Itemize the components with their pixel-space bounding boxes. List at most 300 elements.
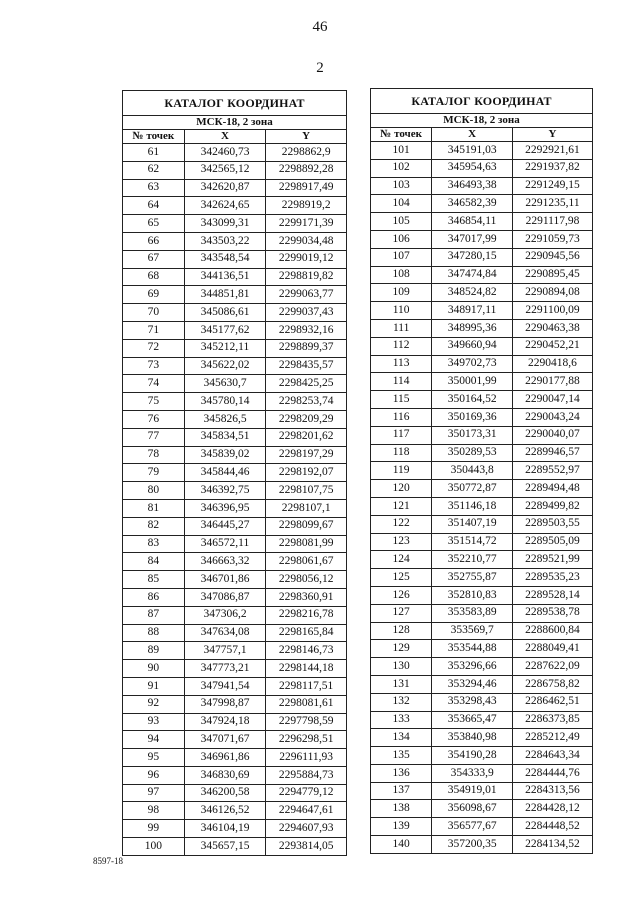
- cell-x: 353544,88: [432, 640, 513, 658]
- cell-x: 342624,65: [184, 197, 266, 215]
- cell-point-number: 113: [371, 355, 432, 373]
- cell-y: 2289521,99: [512, 551, 592, 569]
- cell-x: 345844,46: [184, 464, 266, 482]
- table-row: [123, 339, 347, 357]
- cell-y: 2289505,09: [512, 533, 592, 551]
- page-number: 46: [312, 19, 328, 35]
- cell-y: 2287622,09: [512, 658, 592, 676]
- table-row: [371, 693, 593, 711]
- table-row: [123, 749, 347, 767]
- table-row: [371, 515, 593, 533]
- cell-x: 345834,51: [184, 428, 266, 446]
- cell-x: 342460,73: [184, 144, 266, 162]
- cell-x: 356577,67: [432, 818, 513, 836]
- cell-y: 2297798,59: [266, 713, 347, 731]
- cell-y: 2290945,56: [512, 248, 592, 266]
- cell-point-number: 121: [371, 497, 432, 515]
- cell-point-number: 85: [123, 571, 185, 589]
- table-row: [371, 408, 593, 426]
- cell-point-number: 107: [371, 248, 432, 266]
- cell-y: 2298081,61: [266, 695, 347, 713]
- cell-point-number: 120: [371, 480, 432, 498]
- cell-x: 353294,46: [432, 675, 513, 693]
- table-row: [123, 464, 347, 482]
- table-row: [123, 802, 347, 820]
- cell-point-number: 61: [123, 144, 185, 162]
- cell-point-number: 68: [123, 268, 185, 286]
- cell-point-number: 103: [371, 177, 432, 195]
- cell-point-number: 134: [371, 729, 432, 747]
- cell-y: 2290418,6: [512, 355, 592, 373]
- cell-point-number: 125: [371, 569, 432, 587]
- cell-y: 2290463,38: [512, 319, 592, 337]
- cell-point-number: 115: [371, 391, 432, 409]
- table-row: [123, 677, 347, 695]
- cell-x: 354919,01: [432, 782, 513, 800]
- cell-y: 2284444,76: [512, 764, 592, 782]
- cell-point-number: 119: [371, 462, 432, 480]
- cell-point-number: 82: [123, 517, 185, 535]
- table-row: [123, 588, 347, 606]
- header-y: Y: [266, 130, 347, 144]
- cell-y: 2285212,49: [512, 729, 592, 747]
- cell-point-number: 106: [371, 230, 432, 248]
- cell-y: 2299019,12: [266, 250, 347, 268]
- table-row: [371, 462, 593, 480]
- table-row: [371, 551, 593, 569]
- table-row: [371, 142, 593, 160]
- coordinate-table-left: [122, 90, 347, 856]
- cell-y: 2290452,21: [512, 337, 592, 355]
- cell-x: 345212,11: [184, 339, 266, 357]
- table-row: [123, 375, 347, 393]
- cell-point-number: 114: [371, 373, 432, 391]
- footer-document-code: 8597-18: [93, 856, 123, 866]
- cell-y: 2289946,57: [512, 444, 592, 462]
- cell-x: 346445,27: [184, 517, 266, 535]
- table-row: [371, 159, 593, 177]
- cell-x: 352210,77: [432, 551, 513, 569]
- table-row: [371, 177, 593, 195]
- table-row: [123, 215, 347, 233]
- cell-y: 2289535,23: [512, 569, 592, 587]
- cell-x: 353840,98: [432, 729, 513, 747]
- cell-point-number: 140: [371, 836, 432, 854]
- cell-y: 2289499,82: [512, 497, 592, 515]
- cell-x: 347086,87: [184, 588, 266, 606]
- cell-point-number: 76: [123, 410, 185, 428]
- cell-x: 346663,32: [184, 553, 266, 571]
- cell-x: 346830,69: [184, 766, 266, 784]
- table-row: [371, 213, 593, 231]
- table-row: [371, 391, 593, 409]
- sheet-number: 2: [316, 60, 324, 76]
- table-row: [123, 250, 347, 268]
- cell-y: 2299171,39: [266, 215, 347, 233]
- cell-x: 346104,19: [184, 820, 266, 838]
- cell-x: 348917,11: [432, 302, 513, 320]
- cell-point-number: 123: [371, 533, 432, 551]
- cell-point-number: 130: [371, 658, 432, 676]
- cell-y: 2298892,28: [266, 161, 347, 179]
- table-row: [371, 266, 593, 284]
- cell-y: 2286758,82: [512, 675, 592, 693]
- cell-point-number: 89: [123, 642, 185, 660]
- table-row: [371, 444, 593, 462]
- cell-y: 2298061,67: [266, 553, 347, 571]
- cell-point-number: 109: [371, 284, 432, 302]
- cell-y: 2289552,97: [512, 462, 592, 480]
- cell-point-number: 90: [123, 660, 185, 678]
- cell-y: 2298201,62: [266, 428, 347, 446]
- cell-point-number: 71: [123, 321, 185, 339]
- cell-x: 343099,31: [184, 215, 266, 233]
- cell-point-number: 75: [123, 393, 185, 411]
- table-subtitle: МСК-18, 2 зона: [123, 116, 347, 130]
- table-row: [123, 766, 347, 784]
- cell-y: 2286373,85: [512, 711, 592, 729]
- cell-y: 2298819,82: [266, 268, 347, 286]
- cell-x: 345780,14: [184, 393, 266, 411]
- table-row: [371, 337, 593, 355]
- header-point-number: № точек: [123, 130, 185, 144]
- coordinate-table-right: [370, 88, 593, 854]
- table-row: [123, 357, 347, 375]
- cell-x: 350169,36: [432, 408, 513, 426]
- cell-x: 350443,8: [432, 462, 513, 480]
- table-row: [371, 764, 593, 782]
- table-row: [123, 784, 347, 802]
- cell-x: 345954,63: [432, 159, 513, 177]
- table-row: [371, 497, 593, 515]
- cell-y: 2298360,91: [266, 588, 347, 606]
- cell-y: 2284643,34: [512, 747, 592, 765]
- cell-y: 2291249,15: [512, 177, 592, 195]
- table-row: [123, 713, 347, 731]
- cell-point-number: 111: [371, 319, 432, 337]
- table-row: [371, 480, 593, 498]
- cell-point-number: 112: [371, 337, 432, 355]
- header-x: X: [184, 130, 266, 144]
- cell-x: 352810,83: [432, 586, 513, 604]
- cell-x: 357200,35: [432, 836, 513, 854]
- cell-x: 345622,02: [184, 357, 266, 375]
- cell-y: 2290895,45: [512, 266, 592, 284]
- cell-y: 2284428,12: [512, 800, 592, 818]
- cell-point-number: 78: [123, 446, 185, 464]
- cell-y: 2294607,93: [266, 820, 347, 838]
- cell-point-number: 126: [371, 586, 432, 604]
- cell-y: 2298425,25: [266, 375, 347, 393]
- cell-y: 2299034,48: [266, 232, 347, 250]
- cell-y: 2291117,98: [512, 213, 592, 231]
- table-row: [123, 820, 347, 838]
- cell-x: 350772,87: [432, 480, 513, 498]
- cell-y: 2290047,14: [512, 391, 592, 409]
- cell-point-number: 99: [123, 820, 185, 838]
- table-row: [371, 640, 593, 658]
- table-row: [123, 731, 347, 749]
- cell-y: 2289494,48: [512, 480, 592, 498]
- cell-point-number: 66: [123, 232, 185, 250]
- cell-point-number: 67: [123, 250, 185, 268]
- table-row: [371, 729, 593, 747]
- cell-y: 2291100,09: [512, 302, 592, 320]
- cell-y: 2293814,05: [266, 838, 347, 856]
- cell-x: 346200,58: [184, 784, 266, 802]
- table-row: [123, 695, 347, 713]
- header-x: X: [432, 128, 513, 142]
- cell-y: 2291235,11: [512, 195, 592, 213]
- cell-point-number: 92: [123, 695, 185, 713]
- cell-point-number: 80: [123, 482, 185, 500]
- cell-x: 345630,7: [184, 375, 266, 393]
- table-row: [123, 144, 347, 162]
- table-row: [371, 569, 593, 587]
- table-row: [123, 428, 347, 446]
- table-row: [371, 319, 593, 337]
- cell-x: 346572,11: [184, 535, 266, 553]
- cell-x: 350164,52: [432, 391, 513, 409]
- cell-y: 2289503,55: [512, 515, 592, 533]
- cell-y: 2299063,77: [266, 286, 347, 304]
- table-row: [123, 838, 347, 856]
- cell-y: 2298253,74: [266, 393, 347, 411]
- cell-y: 2290894,08: [512, 284, 592, 302]
- cell-y: 2298917,49: [266, 179, 347, 197]
- table-row: [371, 747, 593, 765]
- cell-x: 347924,18: [184, 713, 266, 731]
- cell-x: 353665,47: [432, 711, 513, 729]
- cell-x: 354333,9: [432, 764, 513, 782]
- table-row: [123, 410, 347, 428]
- cell-point-number: 118: [371, 444, 432, 462]
- cell-x: 345191,03: [432, 142, 513, 160]
- table-row: [123, 286, 347, 304]
- table-row: [123, 624, 347, 642]
- table-row: [371, 658, 593, 676]
- cell-x: 347757,1: [184, 642, 266, 660]
- header-y: Y: [512, 128, 592, 142]
- table-row: [123, 197, 347, 215]
- table-row: [371, 586, 593, 604]
- cell-point-number: 139: [371, 818, 432, 836]
- cell-point-number: 138: [371, 800, 432, 818]
- cell-x: 346493,38: [432, 177, 513, 195]
- cell-y: 2289528,14: [512, 586, 592, 604]
- table-row: [371, 248, 593, 266]
- table-row: [371, 782, 593, 800]
- cell-point-number: 133: [371, 711, 432, 729]
- cell-y: 2298435,57: [266, 357, 347, 375]
- cell-y: 2298099,67: [266, 517, 347, 535]
- cell-y: 2298192,07: [266, 464, 347, 482]
- cell-y: 2295884,73: [266, 766, 347, 784]
- cell-y: 2298107,1: [266, 499, 347, 517]
- cell-point-number: 97: [123, 784, 185, 802]
- cell-x: 345657,15: [184, 838, 266, 856]
- cell-point-number: 70: [123, 304, 185, 322]
- cell-x: 347998,87: [184, 695, 266, 713]
- table-row: [123, 606, 347, 624]
- cell-x: 342620,87: [184, 179, 266, 197]
- cell-point-number: 65: [123, 215, 185, 233]
- cell-x: 342565,12: [184, 161, 266, 179]
- cell-x: 346396,95: [184, 499, 266, 517]
- table-row: [123, 232, 347, 250]
- cell-x: 345177,62: [184, 321, 266, 339]
- cell-point-number: 94: [123, 731, 185, 749]
- cell-point-number: 79: [123, 464, 185, 482]
- cell-point-number: 132: [371, 693, 432, 711]
- cell-x: 346392,75: [184, 482, 266, 500]
- cell-y: 2298216,78: [266, 606, 347, 624]
- cell-x: 352755,87: [432, 569, 513, 587]
- cell-point-number: 73: [123, 357, 185, 375]
- cell-point-number: 72: [123, 339, 185, 357]
- cell-point-number: 129: [371, 640, 432, 658]
- table-row: [371, 836, 593, 854]
- cell-x: 353569,7: [432, 622, 513, 640]
- cell-x: 345839,02: [184, 446, 266, 464]
- cell-x: 350001,99: [432, 373, 513, 391]
- cell-point-number: 81: [123, 499, 185, 517]
- cell-x: 347941,54: [184, 677, 266, 695]
- cell-x: 346582,39: [432, 195, 513, 213]
- cell-point-number: 117: [371, 426, 432, 444]
- cell-point-number: 87: [123, 606, 185, 624]
- cell-y: 2294647,61: [266, 802, 347, 820]
- cell-point-number: 101: [371, 142, 432, 160]
- cell-x: 349660,94: [432, 337, 513, 355]
- table-row: [371, 230, 593, 248]
- cell-x: 353298,43: [432, 693, 513, 711]
- cell-y: 2296298,51: [266, 731, 347, 749]
- cell-y: 2288049,41: [512, 640, 592, 658]
- cell-x: 345086,61: [184, 304, 266, 322]
- cell-x: 347634,08: [184, 624, 266, 642]
- cell-x: 346701,86: [184, 571, 266, 589]
- cell-x: 344136,51: [184, 268, 266, 286]
- cell-point-number: 63: [123, 179, 185, 197]
- cell-y: 2290177,88: [512, 373, 592, 391]
- cell-y: 2286462,51: [512, 693, 592, 711]
- cell-y: 2284313,56: [512, 782, 592, 800]
- table-row: [371, 426, 593, 444]
- cell-y: 2291937,82: [512, 159, 592, 177]
- cell-x: 353583,89: [432, 604, 513, 622]
- cell-y: 2292921,61: [512, 142, 592, 160]
- cell-y: 2294779,12: [266, 784, 347, 802]
- cell-x: 347474,84: [432, 266, 513, 284]
- cell-y: 2298144,18: [266, 660, 347, 678]
- cell-x: 354190,28: [432, 747, 513, 765]
- cell-x: 347280,15: [432, 248, 513, 266]
- table-row: [371, 195, 593, 213]
- table-row: [371, 355, 593, 373]
- cell-y: 2290040,07: [512, 426, 592, 444]
- table-row: [371, 533, 593, 551]
- cell-x: 348524,82: [432, 284, 513, 302]
- cell-point-number: 108: [371, 266, 432, 284]
- cell-x: 347306,2: [184, 606, 266, 624]
- table-row: [123, 642, 347, 660]
- table-row: [123, 482, 347, 500]
- cell-point-number: 116: [371, 408, 432, 426]
- cell-point-number: 122: [371, 515, 432, 533]
- cell-x: 351146,18: [432, 497, 513, 515]
- cell-x: 356098,67: [432, 800, 513, 818]
- cell-y: 2298197,29: [266, 446, 347, 464]
- table-row: [123, 517, 347, 535]
- cell-point-number: 131: [371, 675, 432, 693]
- cell-point-number: 105: [371, 213, 432, 231]
- table-row: [123, 304, 347, 322]
- table-row: [371, 622, 593, 640]
- cell-point-number: 84: [123, 553, 185, 571]
- cell-x: 351514,72: [432, 533, 513, 551]
- table-row: [123, 535, 347, 553]
- cell-point-number: 62: [123, 161, 185, 179]
- cell-y: 2289538,78: [512, 604, 592, 622]
- cell-point-number: 96: [123, 766, 185, 784]
- cell-x: 344851,81: [184, 286, 266, 304]
- cell-x: 349702,73: [432, 355, 513, 373]
- cell-y: 2298165,84: [266, 624, 347, 642]
- cell-x: 343548,54: [184, 250, 266, 268]
- table-row: [371, 284, 593, 302]
- table-subtitle: МСК-18, 2 зона: [371, 114, 593, 128]
- cell-y: 2298862,9: [266, 144, 347, 162]
- cell-y: 2298146,73: [266, 642, 347, 660]
- cell-x: 346854,11: [432, 213, 513, 231]
- cell-point-number: 69: [123, 286, 185, 304]
- cell-point-number: 100: [123, 838, 185, 856]
- cell-y: 2298081,99: [266, 535, 347, 553]
- cell-point-number: 124: [371, 551, 432, 569]
- cell-point-number: 102: [371, 159, 432, 177]
- cell-x: 350173,31: [432, 426, 513, 444]
- cell-point-number: 95: [123, 749, 185, 767]
- cell-y: 2298209,29: [266, 410, 347, 428]
- table-row: [371, 675, 593, 693]
- table-row: [371, 800, 593, 818]
- header-point-number: № точек: [371, 128, 432, 142]
- cell-point-number: 110: [371, 302, 432, 320]
- table-row: [123, 321, 347, 339]
- table-row: [123, 268, 347, 286]
- table-row: [123, 660, 347, 678]
- cell-point-number: 136: [371, 764, 432, 782]
- table-title: КАТАЛОГ КООРДИНАТ: [123, 91, 347, 116]
- table-row: [123, 393, 347, 411]
- cell-x: 353296,66: [432, 658, 513, 676]
- cell-point-number: 91: [123, 677, 185, 695]
- cell-point-number: 88: [123, 624, 185, 642]
- cell-x: 346961,86: [184, 749, 266, 767]
- cell-point-number: 128: [371, 622, 432, 640]
- cell-x: 343503,22: [184, 232, 266, 250]
- table-row: [123, 446, 347, 464]
- cell-y: 2284134,52: [512, 836, 592, 854]
- table-row: [123, 179, 347, 197]
- table-title: КАТАЛОГ КООРДИНАТ: [371, 89, 593, 114]
- table-row: [371, 604, 593, 622]
- cell-y: 2298056,12: [266, 571, 347, 589]
- cell-point-number: 74: [123, 375, 185, 393]
- table-row: [371, 711, 593, 729]
- table-row: [123, 571, 347, 589]
